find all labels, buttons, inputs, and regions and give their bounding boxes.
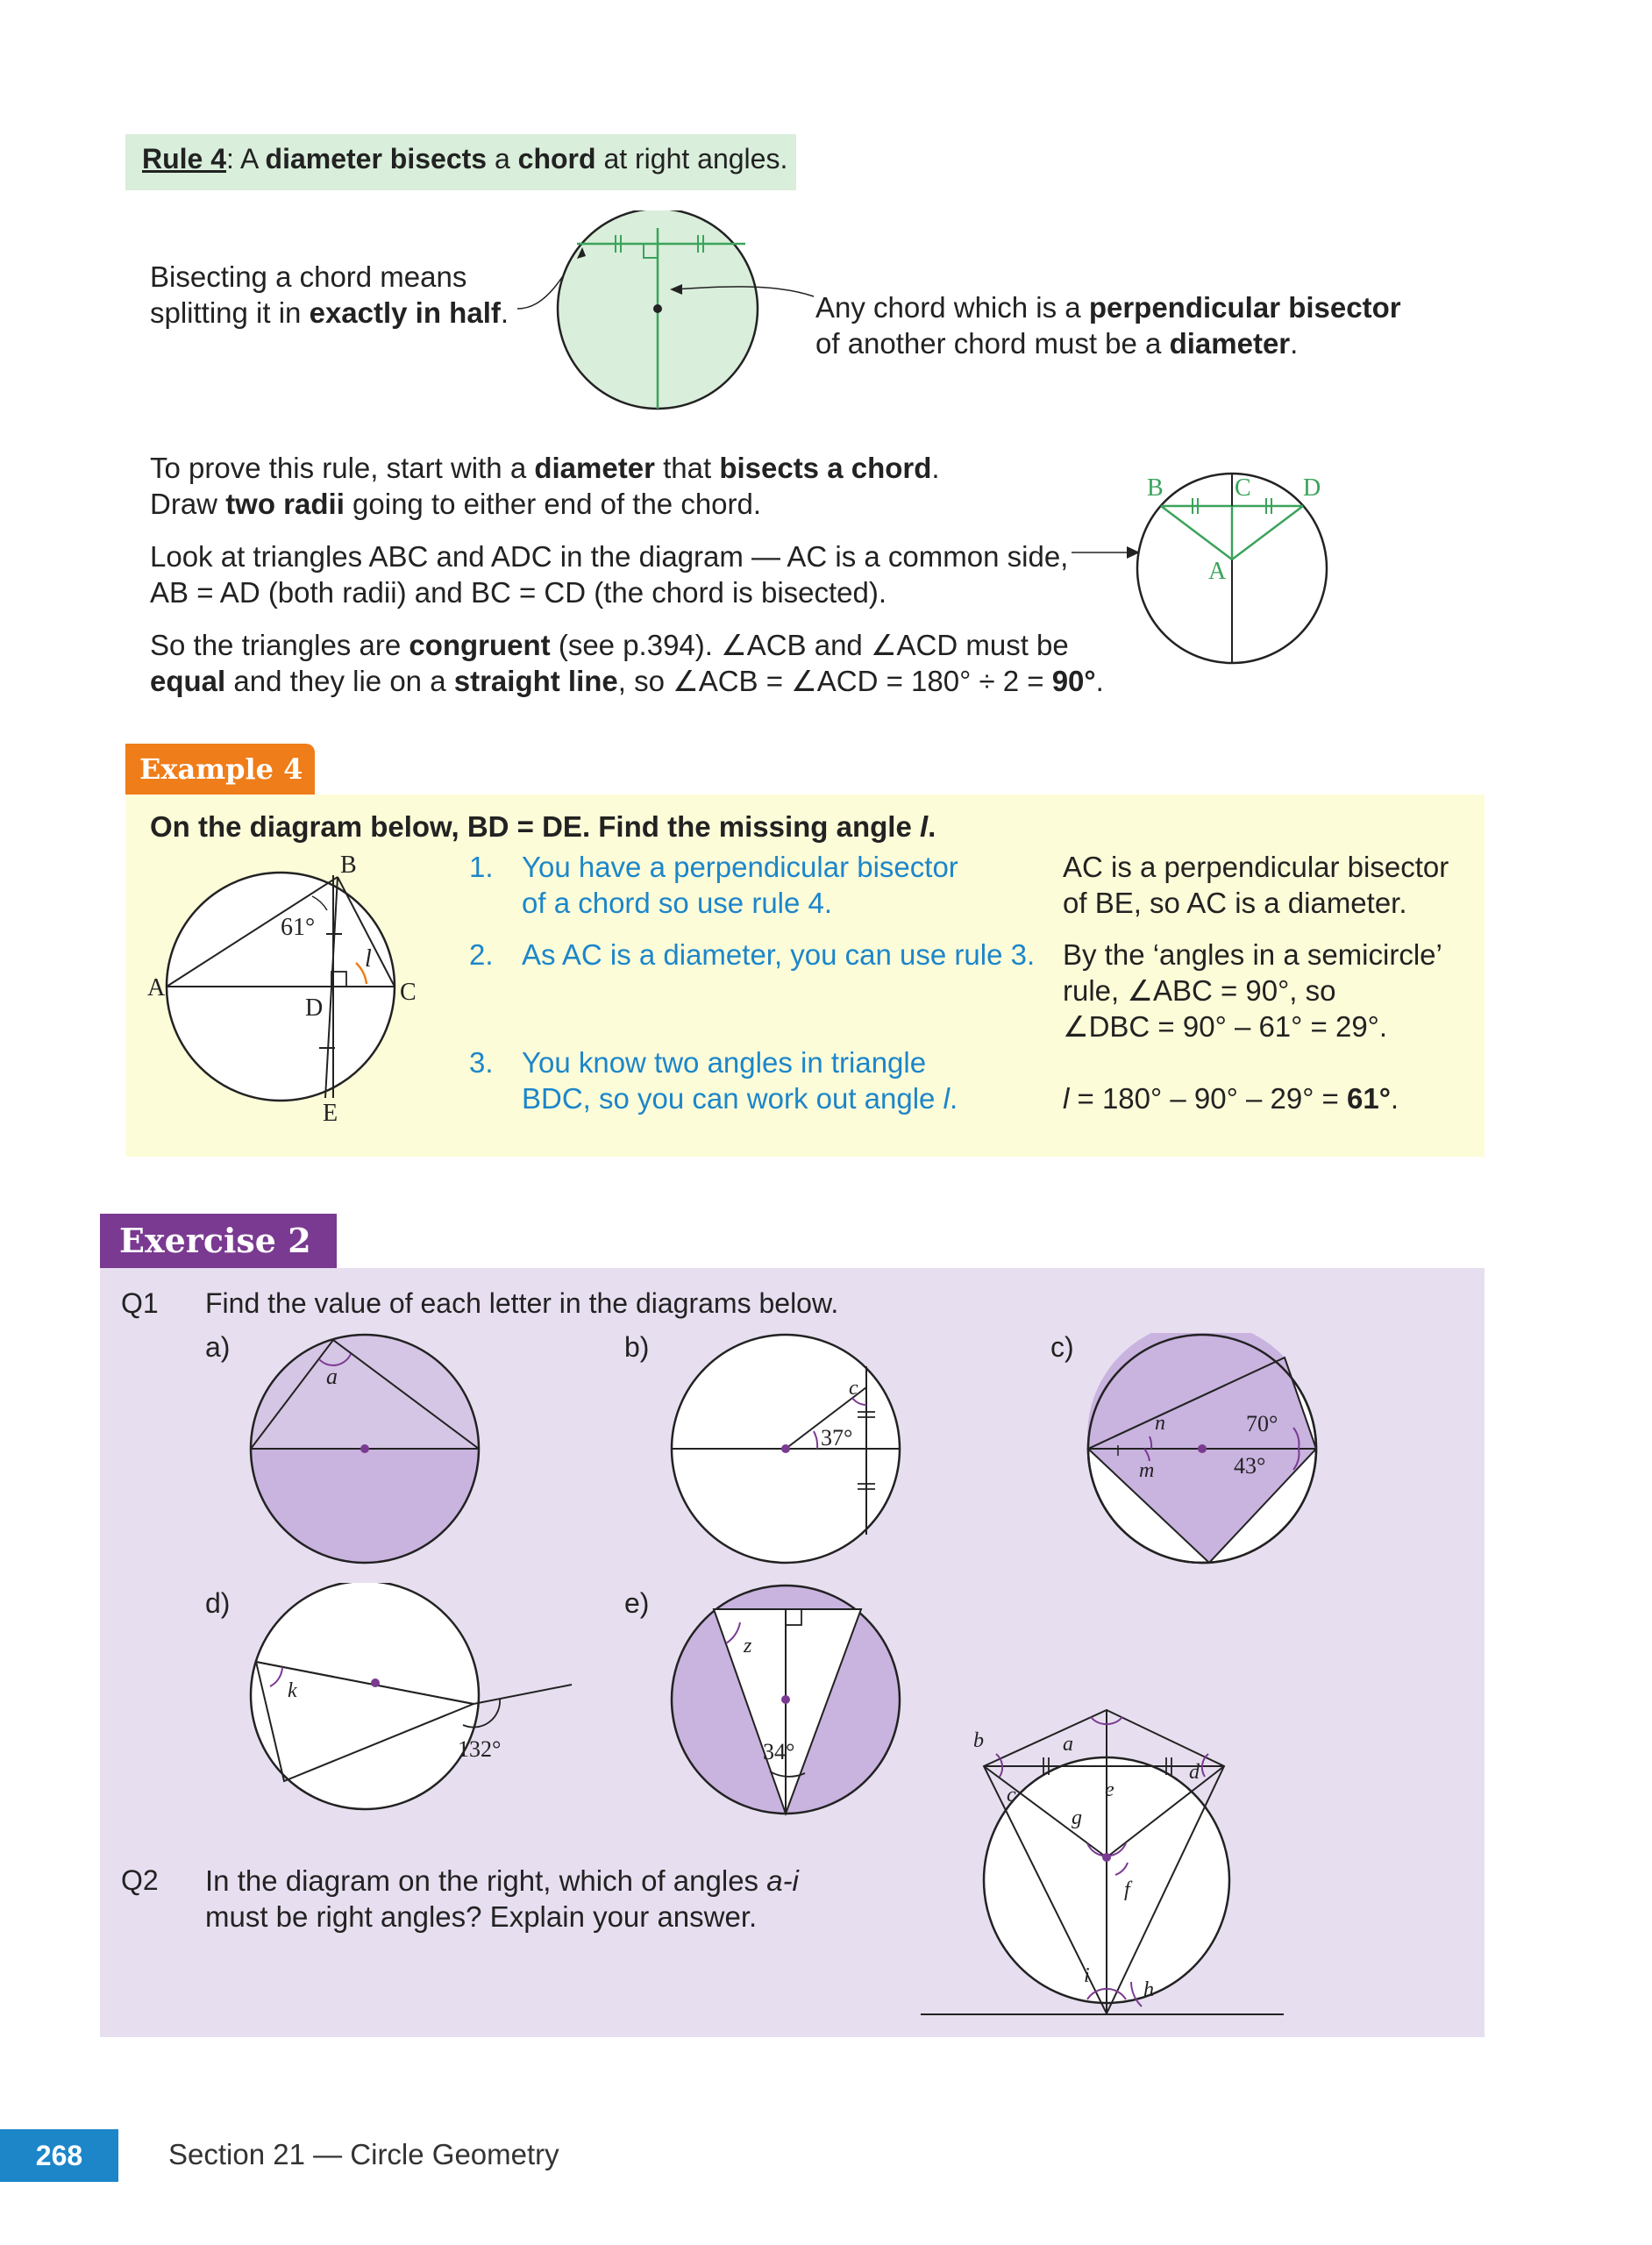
q2-var-i: i: [1084, 1964, 1090, 1987]
q2-var-b: b: [973, 1729, 984, 1752]
part-e-label: e): [624, 1587, 650, 1619]
q1-number: Q1: [121, 1287, 159, 1319]
a-var: a: [326, 1364, 338, 1389]
e-angle: 34°: [763, 1739, 795, 1764]
example-tab: Example 4: [125, 744, 315, 795]
q2-number: Q2: [121, 1864, 159, 1896]
proof-text: To prove this rule, start with a diameter that bisects a chord. Draw two radii going to either end of the chord. Look at triangles ABC and ADC in the diagram — AC is a common side, AB = AD (both radii) and BC = CD (the chord is bisected). So the triangles are congruent (see p.394). ∠ACB and ∠ACD must be equal and they lie on a straight line, so ∠ACB = ∠ACD = 180° ÷ 2 = 90°.: [150, 452, 1104, 697]
page-number: 268: [0, 2129, 118, 2182]
part-d-label: d): [205, 1587, 231, 1619]
part-a-label: a): [205, 1331, 231, 1363]
ex-label-b: B: [340, 852, 357, 879]
diagram-a: [246, 1333, 491, 1570]
proof-diagram: [1061, 456, 1350, 666]
example-steps: 1. You have a perpendicular bisector of a chord so use rule 4. 2. As AC is a diameter, you can use rule 3. 3. You know two angles in triangle BDC, so you can work out angle l.: [469, 851, 1036, 1115]
ex-label-c: C: [400, 979, 417, 1006]
c-var-n: n: [1155, 1412, 1165, 1435]
q2-var-d: d: [1189, 1761, 1200, 1784]
c-var-m: m: [1139, 1459, 1155, 1482]
diagram-q2: [912, 1701, 1298, 2026]
ex-label-e: E: [323, 1100, 338, 1127]
example-diagram: [140, 851, 438, 1131]
q1-text: Find the value of each letter in the diagrams below.: [205, 1287, 839, 1319]
label-d: D: [1303, 474, 1321, 502]
q2-var-g: g: [1072, 1807, 1082, 1829]
section-title: Section 21 — Circle Geometry: [168, 2138, 559, 2170]
part-b-label: b): [624, 1331, 650, 1363]
d-var: k: [288, 1679, 297, 1702]
ex-angle-61: 61°: [281, 914, 316, 941]
part-c-label: c): [1050, 1331, 1074, 1363]
exercise-tab: Exercise 2: [100, 1214, 337, 1268]
b-angle: 37°: [821, 1425, 853, 1450]
label-c: C: [1235, 474, 1251, 502]
rule-heading: Rule 4: A diameter bisects a chord at right angles.: [142, 143, 788, 175]
d-angle: 132°: [458, 1736, 502, 1762]
rule4-diagram: [491, 210, 824, 430]
ex-label-d: D: [305, 994, 324, 1022]
example-question: On the diagram below, BD = DE. Find the missing angle l.: [150, 810, 936, 843]
q2-var-a: a: [1063, 1733, 1073, 1756]
example-answers: AC is a perpendicular bisector of BE, so AC is a diameter. By the ‘angles in a semicircle’ rule, ∠ABC = 90°, so ∠DBC = 90° – 61° = 29°. l = 180° – 90° – 29° = 61°.: [1063, 851, 1449, 1115]
rule-label: Rule 4: [142, 143, 227, 175]
q2-text: In the diagram on the right, which of angles a-i must be right angles? Explain your answer.: [205, 1864, 799, 1933]
diagram-b: [666, 1333, 912, 1570]
c-angle-70: 70°: [1246, 1411, 1278, 1436]
diagram-e: [666, 1579, 912, 1824]
label-a: A: [1208, 558, 1227, 585]
ex-label-a: A: [147, 974, 166, 1001]
ex-angle-l: l: [365, 945, 372, 973]
q2-var-f: f: [1124, 1878, 1130, 1901]
b-var: c: [849, 1377, 858, 1400]
bisect-note: Bisecting a chord means splitting it in exactly in half.: [150, 260, 509, 329]
diagram-c: [1083, 1333, 1328, 1570]
perp-note: Any chord which is a perpendicular bisector of another chord must be a diameter.: [815, 291, 1401, 360]
q2-var-c: c: [1007, 1784, 1016, 1807]
e-var: z: [744, 1635, 752, 1657]
c-angle-43: 43°: [1234, 1453, 1266, 1479]
q2-var-h: h: [1143, 1978, 1154, 2001]
label-b: B: [1147, 474, 1164, 502]
diagram-d: [246, 1583, 579, 1820]
q2-var-e: e: [1105, 1778, 1114, 1801]
